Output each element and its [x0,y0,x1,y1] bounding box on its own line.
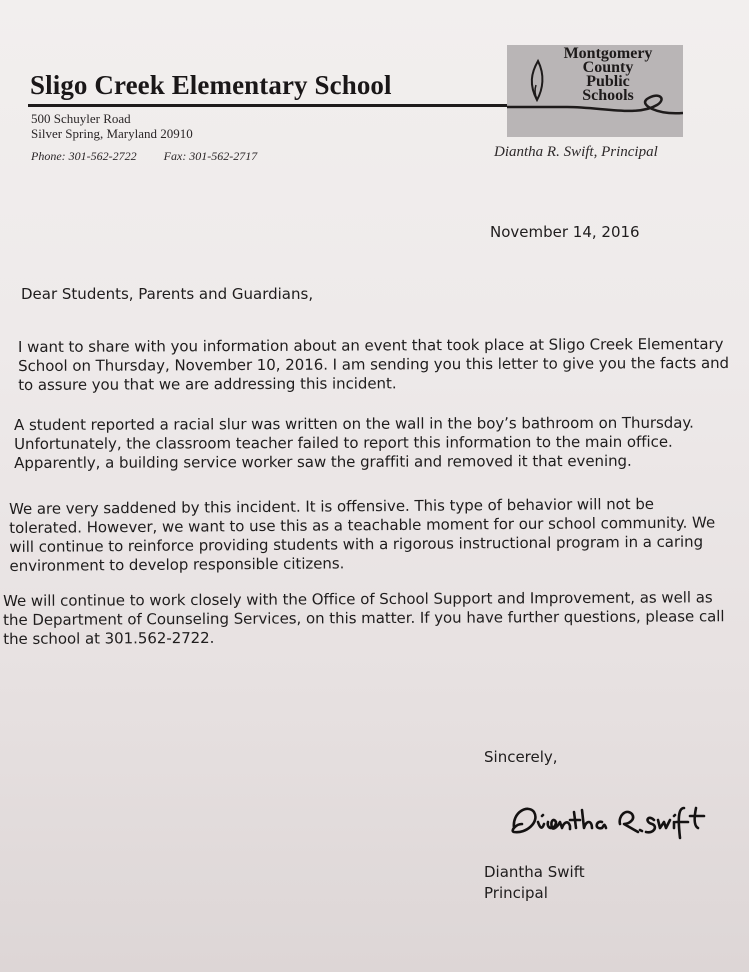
address-line-1: 500 Schuyler Road [31,111,131,126]
paragraph-line: Unfortunately, the classroom teacher failed to report this information to the main office. [14,432,673,453]
paragraph-4 [3,588,725,649]
school-address [31,111,193,141]
paragraph-3 [9,494,715,576]
contact-info [31,149,257,164]
paragraph-line: the Department of Counseling Services, on this matter. If you have further questions, please call [3,607,725,629]
paragraph-line: School on Thursday, November 10, 2016. I am sending you this letter to give you the facts and [18,353,730,375]
signature-icon [508,798,718,846]
paragraph-line: to assure you that we are addressing this incident. [18,374,397,394]
salutation: Dear Students, Parents and Guardians, [21,285,314,303]
paragraph-line: tolerated. However, we want to use this as a teachable moment for our school community. We [9,513,716,537]
paragraph-line: I want to share with you information about an event that took place at Sligo Creek Elementary [18,334,724,356]
paragraph-2 [14,414,694,473]
handwritten-signature [508,798,718,846]
letter-date: November 14, 2016 [490,223,640,241]
paragraph-line: A student reported a racial slur was written on the wall in the boy’s bathroom on Thursday. [14,413,694,434]
closing: Sincerely, [484,748,558,766]
district-logo [507,45,683,137]
logo-line-1: Montgomery [563,45,653,62]
paragraph-line: environment to develop responsible citizens. [9,554,345,575]
logo-line-4: Schools [582,87,634,104]
logo-line-2: County [582,59,634,76]
paragraph-line: We are very saddened by this incident. It is offensive. This type of behavior will not be [9,494,655,518]
principal-header: Diantha R. Swift, Principal [494,144,658,160]
paragraph-line: We will continue to work closely with the Office of School Support and Improvement, as well as [3,588,713,610]
paragraph-line: Apparently, a building service worker saw the graffiti and removed it that evening. [14,451,632,472]
signer-block [484,862,585,904]
phone-number: Phone: 301-562-2722 [31,149,137,163]
logo-text [533,47,683,103]
signer-name: Diantha Swift [484,863,585,881]
paragraph-line: will continue to reinforce providing students with a rigorous instructional program in a caring [9,532,704,556]
logo-line-3: Public [586,73,630,90]
signer-title: Principal [484,884,548,902]
address-line-2: Silver Spring, Maryland 20910 [31,126,193,141]
fax-number: Fax: 301-562-2717 [163,149,258,163]
paragraph-line: the school at 301.562-2722. [3,628,215,648]
school-name: Sligo Creek Elementary School [30,70,392,100]
paragraph-1 [18,335,729,395]
